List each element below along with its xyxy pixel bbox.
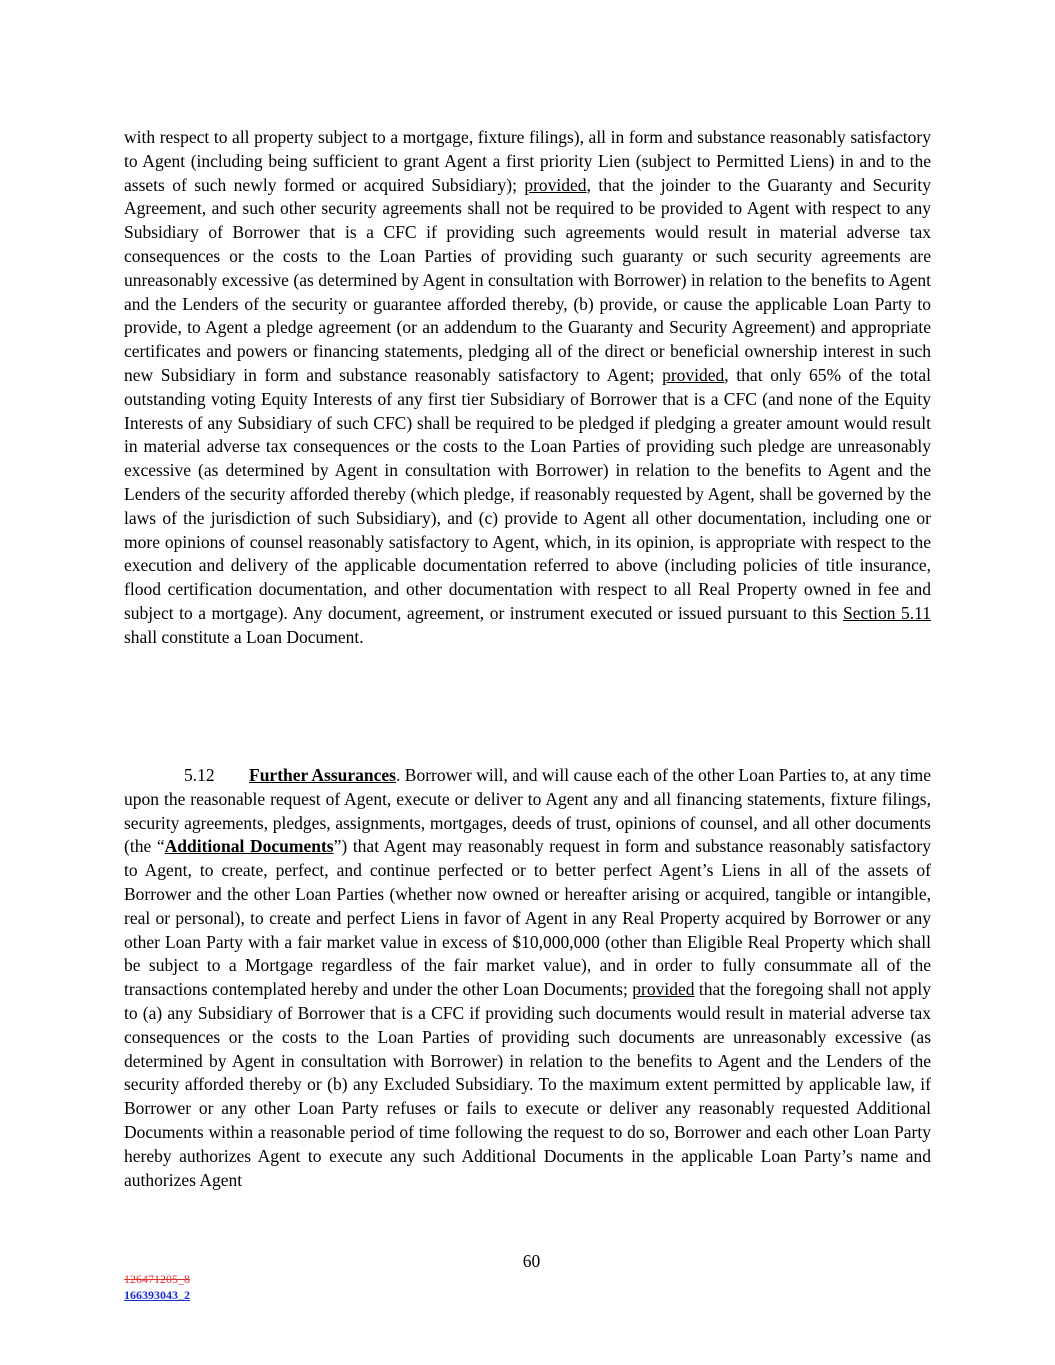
para2-text-2: ”) that Agent may reasonably request in form and substance reasonably satisfactory to Agent, to create, perfect, and continue perfected or to better perfect Agent’s Liens in all of the assets of Borrower and the other Loan Parties (whether now owned or hereafter arising or acquired, tangible or intangible, real or personal), to create and perfect Liens in favor of Agent in any Real Property acquired by Borrower or any other Loan Party with a fair market value in excess of $10,000,000 (other than Eligible Real Property which shall be subject to a Mortgage regardless of the fair market value), and in order to fully consummate all of the transactions contemplated hereby and under the other Loan Documents;: [124, 836, 931, 1000]
section-heading: Further Assurances: [249, 765, 396, 785]
paragraph-5-12: [124, 764, 931, 1192]
document-id-inserted: 166393043_2: [124, 1288, 190, 1302]
para1-text-2: , that the joinder to the Guaranty and Security Agreement, and such other security agreements shall not be required to be provided to Agent with respect to any Subsidiary of Borrower that is a CFC if providing such agreements would result in material adverse tax consequences or the costs to the Loan Parties of providing such guaranty or such security agreements are unreasonably excessive (as determined by Agent in consultation with Borrower) in relation to the benefits to Agent and the Lenders of the security or guarantee afforded thereby, (b) provide, or cause the applicable Loan Party to provide, to Agent a pledge agreement (or an addendum to the Guaranty and Security Agreement) and appropriate certificates and powers or financing statements, pledging all of the direct or beneficial ownership interest in such new Subsidiary in form and substance reasonably satisfactory to Agent;: [124, 174, 931, 385]
para2-text-1: . Borrower will, and will cause each of the other Loan Parties to, at any time upon the reasonable request of Agent, execute or deliver to Agent any and all financing statements, fixture filings, security agreements, pledges, assignments, mortgages, deeds of trust, opinions of counsel, and all other documents (the “: [124, 765, 931, 857]
para2-text-3: that the foregoing shall not apply to (a) any Subsidiary of Borrower that is a CFC if providing such documents would result in material adverse tax consequences or the costs to the Loan Parties of providing such documents are unreasonably excessive (as determined by Agent in consultation with Borrower) in relation to the benefits to Agent and the Lenders of the security afforded thereby or (b) any Excluded Subsidiary. To the maximum extent permitted by applicable law, if Borrower or any other Loan Party refuses or fails to execute or deliver any reasonably requested Additional Documents within a reasonable period of time following the request to do so, Borrower and each other Loan Party hereby authorizes Agent to execute any such Additional Documents in the applicable Loan Party’s name and authorizes Agent: [124, 979, 931, 1190]
provided-term-1: provided: [524, 174, 587, 195]
para1-text-1: with respect to all property subject to a mortgage, fixture filings), all in form and substance reasonably satisfactory to Agent (including being sufficient to grant Agent a first priority Lien (subject to Permitted Liens) in and to the assets of such newly formed or acquired Subsidiary);: [124, 127, 931, 195]
provided-term-2: provided: [662, 364, 725, 385]
defined-term: Additional Documents: [164, 836, 334, 857]
page-number: 60: [522, 1251, 541, 1271]
section-reference-link: Section 5.11: [843, 602, 931, 623]
provided-term-3: provided: [632, 979, 695, 1000]
document-id-deleted: 126471205_8: [124, 1272, 190, 1286]
para1-text-3: , that only 65% of the total outstanding voting Equity Interests of any first tier Subsidiary of Borrower that is a CFC (and none of the Equity Interests of any Subsidiary of such CFC) shall be required to be pledged if pledging a greater amount would result in material adverse tax consequences or the costs to the Loan Parties of providing such pledge are unreasonably excessive (as determined by Agent in consultation with Borrower) in relation to the benefits to Agent and the Lenders of the security afforded thereby (which pledge, if reasonably requested by Agent, shall be governed by the laws of the jurisdiction of such Subsidiary), and (c) provide to Agent all other documentation, including one or more opinions of counsel reasonably satisfactory to Agent, which, in its opinion, is appropriate with respect to the execution and delivery of the applicable documentation referred to above (including policies of title insurance, flood certification documentation, and other documentation with respect to all Real Property owned in fee and subject to a mortgage). Any document, agreement, or instrument executed or issued pursuant to this: [124, 364, 931, 623]
paragraph-5-11-continuation: [124, 126, 931, 650]
para1-text-4: shall constitute a Loan Document.: [124, 626, 364, 647]
section-number: 5.12: [184, 765, 215, 785]
